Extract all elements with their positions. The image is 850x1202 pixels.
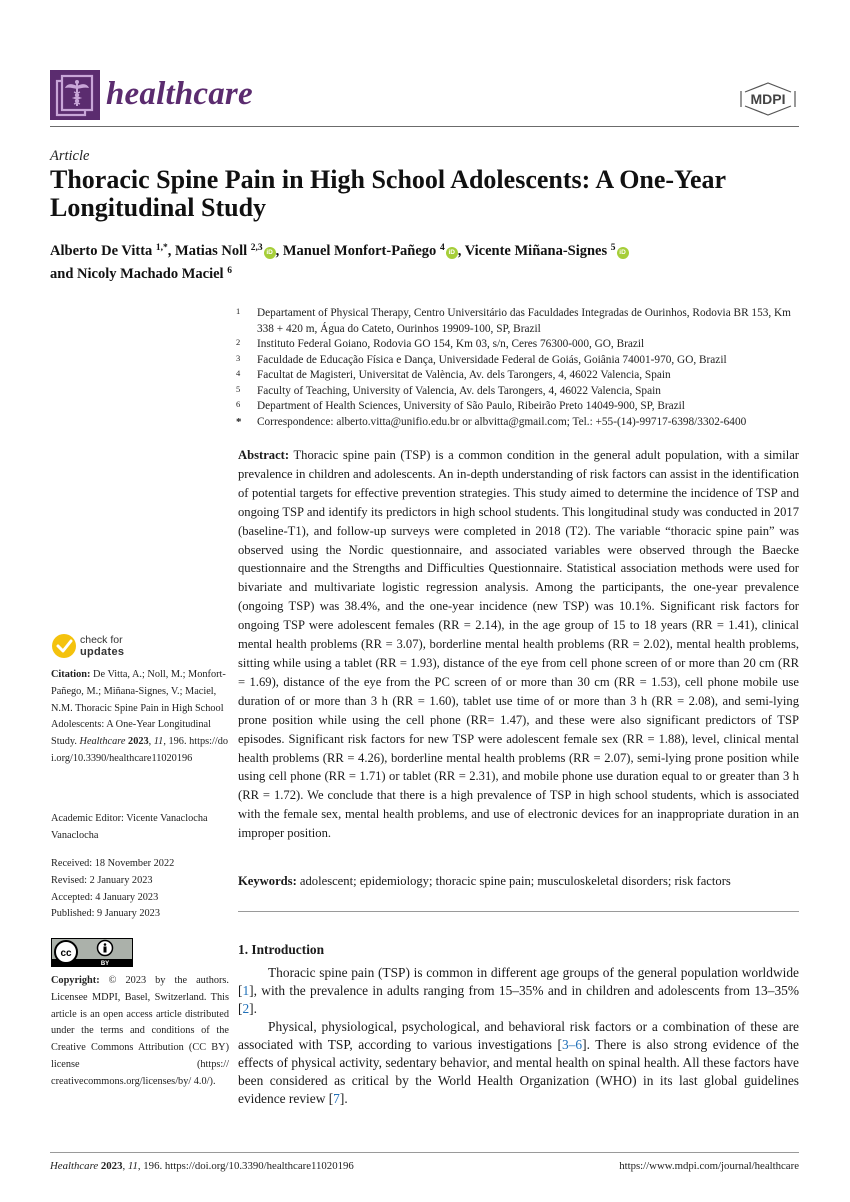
date-accepted: Accepted: 4 January 2023 [51, 891, 159, 903]
footer-volume: 11 [127, 1160, 138, 1172]
journal-logo[interactable] [50, 70, 100, 120]
by-label: BY [100, 961, 110, 967]
affiliation-number: 5 [236, 383, 241, 394]
affiliation-number: 4 [236, 368, 241, 378]
article-title: Thoracic Spine Pain in High School Adolescents: A One-Year Longitudinal Study [50, 165, 726, 222]
orcid-icon[interactable]: iD [264, 247, 276, 259]
separator: , [275, 243, 283, 259]
citation-year: 2023 [128, 736, 149, 748]
mdpi-hexagon-icon [737, 82, 799, 116]
abstract-label: Abstract: [238, 448, 290, 462]
citation-volume: 11 [153, 736, 164, 748]
author[interactable] [50, 266, 232, 282]
author-affiliation-sup: 2,3 [250, 243, 263, 253]
text-run: Thoracic spine pain (TSP) is common in different age groups of the general population worldwide [ [238, 965, 799, 998]
correspondence-text[interactable]: Correspondence: alberto.vitta@unifio.edu.br or albvitta@gmail.com; Tel.: +55-(14)-99717-6398/3302-6400 [257, 415, 747, 428]
text-run: ]. [249, 1001, 257, 1016]
author-affiliation-sup: 6 [227, 266, 232, 276]
mdpi-logo-text: MDPI [750, 91, 786, 107]
cc-by-license-badge[interactable] [51, 938, 133, 967]
text-run: ], with the prevalence in adults ranging from 15–35% and in children and adolescents from 13–35% [ [238, 983, 799, 1016]
affiliation-item [236, 399, 806, 415]
citation-text: De Vitta, A.; Noll, M.; Monfort-Pañego, M.; Miñana-Signes, V.; Maciel, N.M. Thoracic Spine Pain in High School Adolescents: A One-Year Longitudinal Study. [51, 669, 226, 748]
section-divider [238, 911, 799, 912]
article-type: Article [50, 148, 90, 164]
academic-editor: Academic Editor: Vicente Vanaclocha Vanaclocha [51, 813, 208, 841]
keywords [238, 872, 799, 890]
separator: , [167, 243, 176, 259]
author-name: Matias Noll [175, 243, 248, 259]
text-run: ]. There is also strong evidence of the effects of physical activity, sedentary behavior, and mental health on spinal health. All these factors have been considered as critical by the World Health Organization (WHO) in its last global guidelines evidence review [ [238, 1037, 800, 1106]
text-run: ]. [339, 1091, 348, 1106]
reference-link[interactable]: 3–6 [562, 1037, 583, 1052]
affiliation-number: 6 [236, 399, 241, 409]
mdpi-logo[interactable] [737, 82, 799, 116]
affiliation-text: Departament of Physical Therapy, Centro Universitário das Faculdades Integradas de Ourinhos, Rodovia BR 153, Km 338 + 420 m, Água do Cateto, Ourinhos 19909-100, SP, Brazil [257, 307, 791, 335]
date-published: Published: 9 January 2023 [51, 908, 160, 920]
check-updates-line1[interactable]: check for [80, 634, 123, 646]
date-revised: Revised: 2 January 2023 [51, 874, 153, 886]
date-received: Received: 18 November 2022 [51, 858, 175, 869]
footer-journal: Healthcare [50, 1160, 99, 1172]
journal-name[interactable]: healthcare [106, 76, 253, 112]
copyright-label: Copyright: [51, 975, 100, 986]
affiliation-item [236, 353, 806, 369]
affiliations [236, 306, 806, 430]
author-name: Manuel Monfort-Pañego [282, 243, 437, 259]
orcid-icon[interactable]: iD [446, 247, 458, 259]
keywords-label: Keywords: [238, 874, 297, 888]
paragraph [238, 1018, 799, 1108]
affiliation-text: Facultat de Magisteri, Universitat de València, Av. dels Tarongers, 4, 46022 Valencia, Spain [257, 369, 671, 381]
footer-year: 2023 [100, 1160, 123, 1172]
citation-block: Citation: De Vitta, A.; Noll, M.; Monfort-Pañego, M.; Miñana-Signes, V.; Maciel, N.M. Thoracic Spine Pain in High School Adolescents: A One-Year Longitudinal Study. Healthcare 2023, 11, 196. https://doi.org/10.3390/healthcare11020196 [51, 669, 229, 764]
author-name: Alberto De Vitta [50, 243, 153, 259]
citation-doi-link[interactable]: https://doi.org/10.3390/healthcare11020196 [51, 736, 229, 764]
affiliation-text: Faculty of Teaching, University of Valencia, Av. dels Tarongers, 4, 46022 Valencia, Spain [257, 384, 661, 397]
affiliation-text: Faculdade de Educação Física e Dança, Universidade Federal de Goiás, Goiânia 74001-970, GO, Brazil [257, 353, 727, 366]
citation-journal: Healthcare [79, 736, 126, 748]
header-divider [50, 126, 799, 127]
orcid-icon[interactable]: iD [617, 247, 629, 259]
affiliation-item [236, 337, 806, 353]
check-for-updates-button[interactable] [52, 634, 76, 658]
affiliation-number: 2 [236, 337, 241, 347]
copyright-text: © 2023 by the authors. Licensee MDPI, Basel, Switzerland. This article is an open access article distributed under the terms and conditions of the Creative Commons Attribution (CC BY) license (https:// creativecommons.org/licenses/by/ 4.0/). [51, 975, 229, 1087]
author-list [50, 238, 810, 284]
cc-label: cc [60, 948, 72, 959]
creative-commons-icon [51, 938, 133, 967]
copyright-notice [51, 973, 229, 1091]
caduceus-icon [50, 70, 100, 120]
check-updates-line2[interactable]: updates [80, 646, 125, 658]
paragraph [238, 964, 799, 1018]
footer-citation: Healthcare 2023, 11, 196. https://doi.org/10.3390/healthcare11020196 [50, 1160, 354, 1172]
reference-link[interactable]: 1 [242, 983, 250, 998]
footer-doi[interactable]: , 196. https://doi.org/10.3390/healthcare11020196 [137, 1160, 354, 1172]
author[interactable] [175, 243, 276, 259]
author[interactable] [283, 243, 458, 259]
separator: , [457, 243, 465, 259]
abstract [238, 446, 799, 843]
correspondence [236, 415, 806, 431]
text-run: Physical, physiological, psychological, and behavioral risk factors or a combination of these are associated with TSP, according to various investigations [ [238, 1019, 799, 1052]
author-affiliation-sup: 5 [610, 243, 616, 253]
author[interactable] [50, 243, 168, 259]
introduction-body [238, 964, 799, 1108]
checkmark-icon [52, 634, 76, 658]
reference-link[interactable]: 2 [242, 1001, 250, 1016]
publication-dates [51, 856, 229, 923]
author-name: and Nicoly Machado Maciel [50, 266, 224, 282]
citation-pages: 196. [168, 736, 187, 748]
abstract-text: Thoracic spine pain (TSP) is a common condition in the general adult population, with a similar prevalence in children and adolescents. An in-depth understanding of risk factors can assist in the identification of potential targets for effective prevention strategies. This study aimed to determine the incidence of TSP and ongoing TSP and identify its predictors in high school students. This longitudinal study was conducted in 2017 (baseline-T1), and follow-up surveys were completed in 2018 (T2). The variable “thoracic spine pain” was observed using the Nordic questionnaire, and associated variables were observed through the Baecke questionnaire and the Strengths and Difficulties Questionnaire. Statistical association methods were used for bivariate and multivariate logistic regression analysis. Among the participants, the one-year prevalence (ongoing TSP) was 38.4%, and the one-year incidence (new TSP) was 10.1%. Significant risk factors for ongoing TSP were adolescent females (RR = 2.14), in the age group of 15 to 18 years (RR = 1.41), clinical mental health problems (RR = 3.07), borderline mental health problems (RR = 2.02), mental health problems, sitting while using a tablet (RR = 1.93), distance of the eye from cell phone screen of or more than 20 cm (RR = 1.69), distance of the eye from the PC screen of or more than 30 cm (RR = 1.53), cell phone mobile use duration of or more than 3 h (RR = 1.60), tablet use time of or more than 3 h (RR = 2.08), and semi-lying prone position while using the cell phone (RR= 1.47), and these were also significant predictors of TSP episodes. Significant risk factors for new TSP were adolescent female sex (RR = 1.88), level, clinical mental health problems (RR = 4.26), borderline mental health problems (RR = 2.07), semi-lying prone position while using cell phone (RR = 1.71) or tablet (RR = 2.31), and mobile phone use duration equal to or greater than 3 h (RR = 1.72). We conclude that there is a high prevalence of TSP in high school students, which is associated with the female sex, mental health problems, and use of electronic devices for an inappropriate duration in an improper position. [238, 448, 799, 841]
author[interactable] [465, 243, 629, 259]
author-affiliation-sup: 1,* [155, 243, 168, 253]
reference-link[interactable]: 7 [333, 1091, 340, 1106]
footer-journal-url[interactable]: https://www.mdpi.com/journal/healthcare [619, 1160, 799, 1172]
correspondence-marker: * [236, 415, 242, 428]
author-name: Vicente Miñana-Signes [464, 243, 608, 259]
author-affiliation-sup: 4 [439, 243, 445, 253]
citation-label: Citation: [51, 669, 91, 680]
affiliation-number: 1 [236, 306, 241, 316]
affiliation-item [236, 384, 806, 400]
keywords-text: adolescent; epidemiology; thoracic spine pain; musculoskeletal disorders; risk factors [299, 874, 731, 888]
affiliation-item [236, 368, 806, 384]
affiliation-text: Department of Health Sciences, University of São Paulo, Ribeirão Preto 14049-900, SP, Brazil [257, 400, 685, 412]
section-heading-introduction: 1. Introduction [238, 942, 325, 957]
affiliation-text: Instituto Federal Goiano, Rodovia GO 154, Km 03, s/n, Ceres 76300-000, GO, Brazil [257, 338, 645, 350]
footer-divider [50, 1152, 799, 1153]
affiliation-item [236, 306, 806, 337]
affiliation-number: 3 [236, 352, 241, 363]
